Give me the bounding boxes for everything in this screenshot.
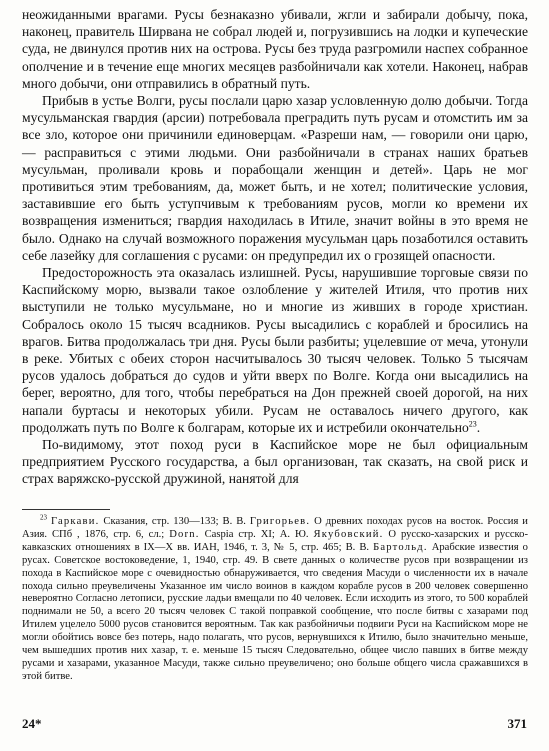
paragraph-2: Прибыв в устье Волги, русы послали царю хазар условленную долю добычи. Тогда мусульманская гвардия (арсии) потребовала преградить путь русам и отомстить им за все зло, которое они причинили единоверцам. «Разреши нам, — говорили они царю, — расправиться с этими людьми. Они разбойничали в странах наших братьев мусульман, проливали кровь и порабощали женщин и детей». Царь не мог противиться этим требованиям, да, может быть, и не хотел; политические условия, заставившие его быть уступчивым к требованиям русов, могли ко времени их возвращения измениться; гвардия находилась в Итиле, значит войны в это время не было. Однако на случай возможного поражения мусульман царь позаботился оставить себе лазейку для соглашения с русами: он предупредил их о грозящей опасности. <box>22 93 528 263</box>
footnote-text: Арабские известия о русах. Советское востоковедение, 1, 1940, стр. 49. В свете данных о количестве русов при возвращении из похода в Каспийское море с очевидностью обнаруживается, что сведения Масуди о численности их в начале похода сильно преувеличены Указанное им число воинов в каждом корабле русов в 200 человек совершенно невероятно Согласно летописи, русские ладьи вмещали по 40 человек. Если исходить из этого, то 500 кораблей поднимали не 50, а всего 20 тысяч человек С такой поправкой сообщение, что после битвы с хазарами под Итилем уцелело 5000 русов становится вероятным. Так как разбойничьи подвиги Руси на Каспийском море не могли обойтись вовсе без потерь, надо полагать, что русов, вернувшихся к Итилю, было значительно меньше, чем вышедших против них хазар, т. е. меньше 15 тысяч Следовательно, общее число павших в битве между русами и хазарами, указанное Масуди, также сильно преувеличено; оно больше общего числа сражавшихся в этой битве. <box>22 541 528 682</box>
footnote <box>22 513 528 684</box>
page-number: 371 <box>507 716 527 731</box>
footnote-text: Caspia стр. XI; А. Ю. <box>204 528 309 540</box>
footnote-text: О древних походах русов на восток. Россия и Азия. СПб , 1876, стр. 6, сл.; <box>22 516 528 540</box>
footnote-text: Сказания, стр. 130—133; В. В. <box>103 516 246 527</box>
footnote-author: Григорьев. <box>249 516 311 527</box>
paragraph-1: неожиданными врагами. Русы безнаказно убивали, жгли и забирали добычу, пока, наконец, правитель Ширвана не собрал людей и, погрузившись на лодки и купеческие суда, не двинулся против них на острова. Русы без труда разгромили наспех собранное ополчение и в течение еще многих месяцев разбойничали как хотели. Наконец, набрав много добычи, они отправились в обратный путь. <box>22 7 528 91</box>
footnote-23 <box>22 513 528 684</box>
footnote-author: Якубовский. <box>313 528 384 540</box>
footnote-author: Бартольд. <box>373 541 428 553</box>
footnote-number: 23 <box>40 513 47 522</box>
footnote-author: Гаркави. <box>50 516 100 527</box>
paragraph-3-text: Предосторожность эта оказалась излишней. Русы, нарушившие торговые связи по Каспийскому морю, вызвали такое озлобление у жителей Итиля, что против них выступили не только мусульмане, но и многие из живших в городе христиан. Собралось около 15 тысяч всадников. Русы высадились с кораблей и бросились на врагов. Битва продолжалась три дня. Русы были разбиты; уцелевшие от меча, утонули в реке. Убитых с обеих сторон насчитывалось 30 тысяч человек. Только 5 тысячам русов удалось добраться до судов и уйти вверх по Волге. Когда они высадились на берег, вероятно, для того, чтобы перебраться на Дон прежней своей дорогой, на них напали буртасы и некоторых убили. Русам не оставалось ничего другого, как продолжать путь по Волге к болгарам, которые их и истребили окончательно <box>22 265 528 435</box>
paragraph-4: По-видимому, этот поход руси в Каспийское море не был официальным предприятием Русского государства, а был организован, так сказать, на свой риск и страх варяжско-русской дружиной, нанятой для <box>22 437 528 487</box>
footnote-divider <box>22 509 110 510</box>
signature-mark: 24* <box>22 716 42 731</box>
footnote-reference[interactable]: 23 <box>468 419 477 429</box>
paragraph-3 <box>22 264 528 436</box>
footnote-author: Dorn. <box>169 528 200 540</box>
paragraph-3-end: . <box>476 419 481 435</box>
footnote-text: О русско-хазарских и русско-кавказских отношениях в IX—X вв. ИАН, 1946, т. 3, № 5, стр. 465; В. В. <box>22 528 528 553</box>
main-text <box>22 6 528 488</box>
